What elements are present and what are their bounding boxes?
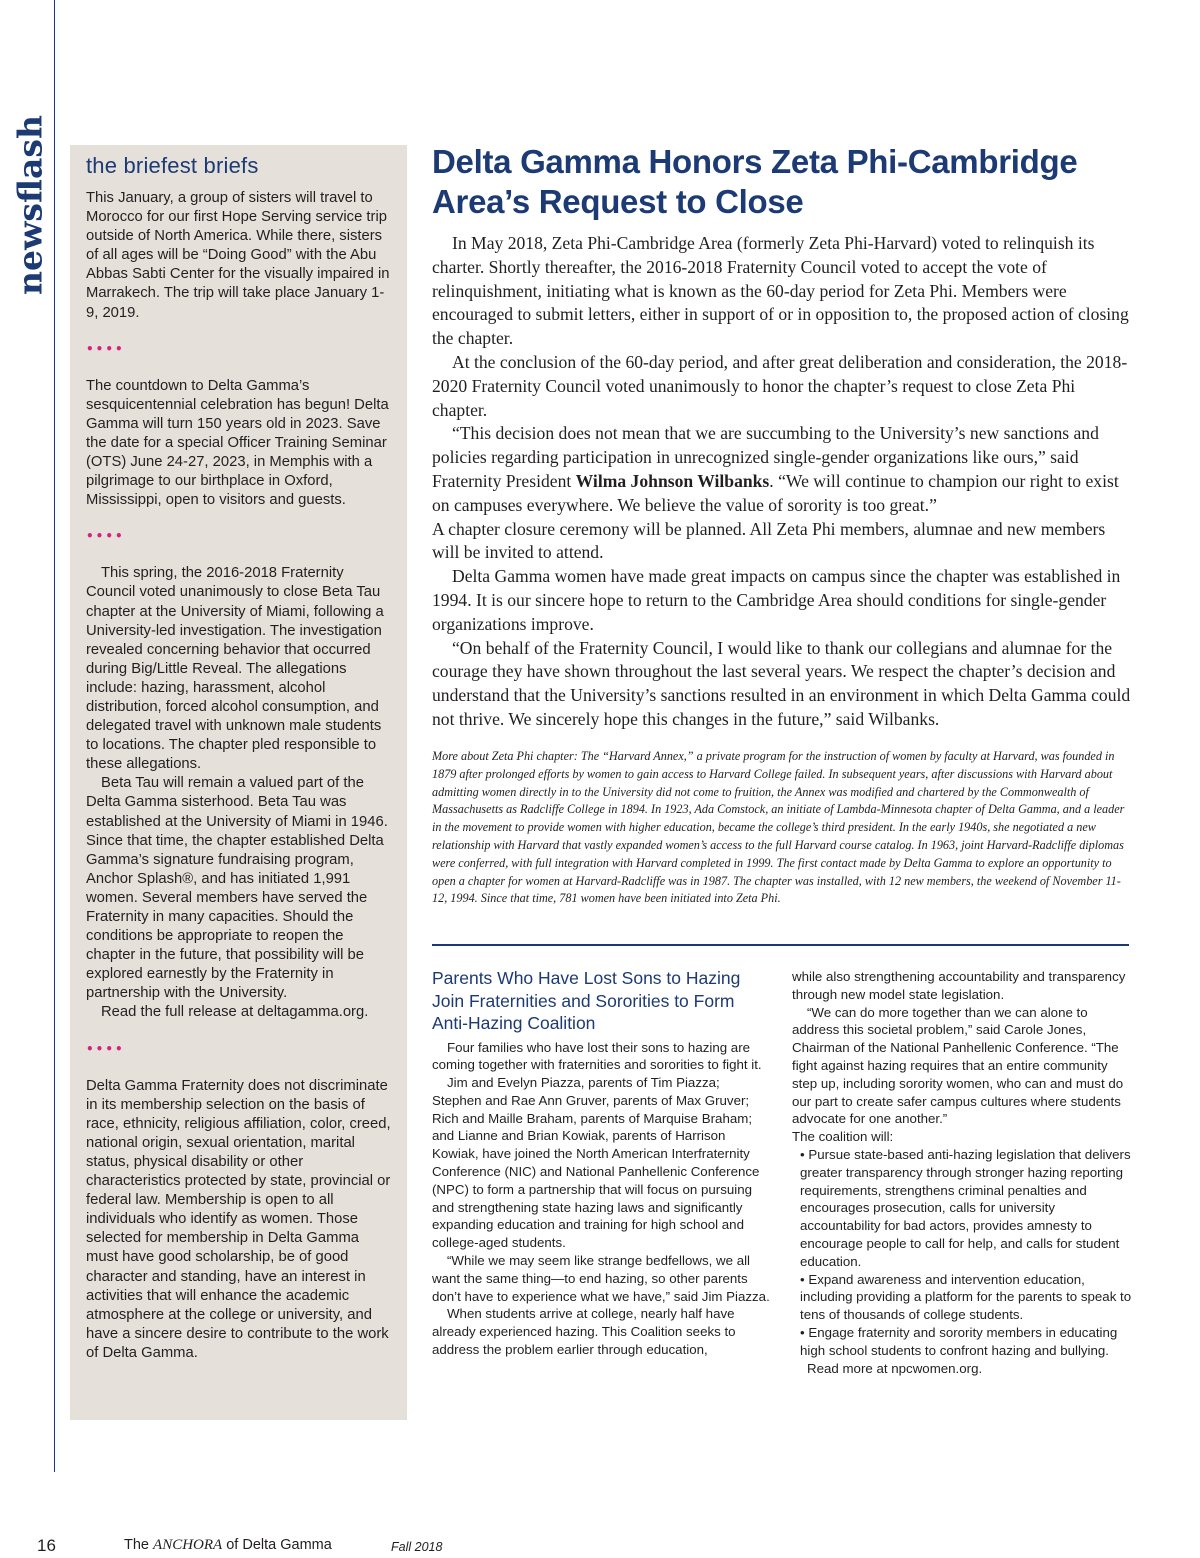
brief-nondiscrimination: Delta Gamma Fraternity does not discriminate in its membership selection on the basis of race, ethnicity, religious affiliation, color, creed, national origin, sexual orientation, marital status, physical disability or other characteristics protected by state, provincial or federal law. Membership is open to all individuals who identify as women. Those selected for membership in Delta Gamma must have good scholarship, be of good character and standing, have an interest in activities that will enhance the academic atmosphere at the college or university, and have a sincere desire to contribute to the work of Delta Gamma.	[86, 1077, 391, 1361]
hazing-article-column-2	[792, 968, 1132, 1377]
brief-morocco-trip: This January, a group of sisters will travel to Morocco for our first Hope Serving service trip outside of North America. While there, sisters of all ages will be “Doing Good” with the Abu Abbas Sabti Center for the visually impaired in Marrakech. The trip will take place January 1-9, 2019.	[86, 190, 390, 321]
hazing-article-column-1	[432, 967, 772, 1359]
brief-divider: ••••	[86, 341, 125, 356]
hazing-paragraph: When students arrive at college, nearly half have already experienced hazing. This Coalition seeks to address the problem earlier through education,	[432, 1306, 736, 1358]
brief-sesquicentennial: The countdown to Delta Gamma’s sesquicentennial celebration has begun! Delta Gamma will turn 150 years old in 2023. Save the date for a special Officer Training Seminar (OTS) June 24-27, 2023, in Memphis with a pilgrimage to our birthplace in Oxford, Mississippi, open to visitors and guests.	[86, 377, 389, 509]
history-note: More about Zeta Phi chapter: The “Harvard Annex,” a private program for the instruction of women by faculty at Harvard, was founded in 1879 after prolonged efforts by women to gain access to Harvard College failed. In subsequent years, after discussions with Harvard about admitting women directly in to the University did not come to fruition, the Annex was modified and chartered by the Commonwealth of Massachusetts as Radcliffe College in 1894. In 1923, Ada Comstock, an initiate of Lambda-Minnesota chapter of Delta Gamma, and a leader in the movement to provide women with higher education, became the college’s third president. In the early 1940s, she negotiated a new relationship with Harvard that vastly expanded women’s access to the full Harvard course catalog. In 1963, joint Harvard-Radcliffe diplomas were conferred, with full integration with Harvard completed in 1999. The first contact made by Delta Gamma to explore an opportunity to open a chapter for women at Harvard-Radcliffe was in 1987. The chapter was installed, with 12 new members, the weekend of November 11-12, 1994. Since that time, 781 women have been initiated into Zeta Phi.	[432, 749, 1125, 906]
brief-divider: ••••	[86, 1041, 125, 1056]
section-divider	[432, 944, 1129, 946]
pub-suffix: of Delta Gamma	[226, 1537, 332, 1553]
section-label: newsflash	[10, 115, 50, 295]
hazing-read-more: Read more at npcwomen.org.	[807, 1360, 983, 1376]
hazing-paragraph: “We can do more together than we can alone to address this societal problem,” said Carole Jones, Chairman of the National Panhellenic Conference. “The fight against hazing requires that an entire community step up, including sorority women, who can and must do our part to create safer campus cultures where students advocate for one another.”	[792, 1004, 1124, 1127]
hazing-paragraph: while also strengthening accountability and transparency through new model state legislation.	[792, 969, 1126, 1002]
pub-title: ANCHORA	[153, 1537, 223, 1553]
section-tag	[10, 115, 50, 295]
article-headline: Delta Gamma Honors Zeta Phi-Cambridge Area’s Request to Close	[432, 143, 1078, 220]
brief-divider: ••••	[86, 529, 125, 544]
article-paragraph: At the conclusion of the 60-day period, and after great deliberation and consideration, the 2018-2020 Fraternity Council voted unanimously to honor the chapter’s request to close Zeta Phi chapter.	[432, 351, 1128, 420]
left-margin-rule	[54, 0, 55, 1472]
hazing-paragraph: “While we may seem like strange bedfellows, we all want the same thing—to end hazing, so other parents don’t have to experience what we have,” said Jim Piazza.	[432, 1253, 770, 1304]
brief-beta-tau-closure: This spring, the 2016-2018 Fraternity Council voted unanimously to close Beta Tau chapter at the University of Miami, following a University-led investigation. The investigation revealed concerning behavior that occurred during Big/Little Reveal. The allegations include: hazing, harassment, alcohol distribution, forced alcohol consumption, and delegated travel with unknown male students to locations. The chapter pled responsible to these allegations.	[86, 565, 384, 773]
page-number: 16	[37, 1536, 56, 1555]
article-body	[432, 232, 1132, 732]
article-paragraph-quote	[432, 422, 1132, 517]
hazing-paragraph: The coalition will:	[792, 1129, 894, 1145]
brief-beta-tau-history: Beta Tau will remain a valued part of the Delta Gamma sisterhood. Beta Tau was established at the University of Miami in 1946. Since that time, the chapter established Delta Gamma’s signature fundraising program, Anchor Splash®, and has initiated 1,991 women. Several members have served the Fraternity in many capacities. Should the conditions be appropriate to reopen the chapter in the future, that possibility will be explored earnestly by the Fraternity in partnership with the University.	[86, 775, 388, 1002]
president-name: Wilma Johnson Wilbanks	[575, 470, 770, 491]
coalition-bullet: • Engage fraternity and sorority members in educating high school students to confront hazing and bullying.	[800, 1324, 1118, 1358]
sidebar-title: the briefest briefs	[86, 153, 259, 178]
quote-text: “This decision does not mean that we are succumbing to the University’s new sanctions and policies regarding participation in unrecognized single-gender organizations like ours,” said Fraternity President	[432, 423, 1099, 491]
issue-date: Fall 2018	[391, 1540, 443, 1554]
hazing-paragraph: Jim and Evelyn Piazza, parents of Tim Piazza; Stephen and Rae Ann Gruver, parents of Max Gruver; Rich and Maille Braham, parents of Marquise Braham; and Lianne and Brian Kowiak, parents of Harrison Kowiak, have joined the North American Interfraternity Conference (NIC) and National Panhellenic Conference (NPC) to form a partnership that will focus on pursuing and strengthening state hazing laws and significantly expanding education and training for high school and college-aged students.	[432, 1075, 760, 1251]
briefs-sidebar	[70, 145, 407, 1420]
coalition-bullet: • Expand awareness and intervention education, including providing a platform for the parents to speak to tens of thousands of college students.	[800, 1271, 1132, 1323]
article-paragraph: “On behalf of the Fraternity Council, I would like to thank our collegians and alumnae for the courage they have shown throughout the last several years. We respect the chapter’s decision and understand that the University’s sanctions resulted in an environment in which Delta Gamma could not thrive. We sincerely hope this changes in the future,” said Wilbanks.	[432, 637, 1131, 729]
coalition-bullet: • Pursue state-based anti-hazing legislation that delivers greater transparency through stronger hazing reporting requirements, strengthens criminal penalties and encourages prosecution, calls for university accountability for bad actors, provides amnesty to encourage people to call for help, and calls for student education.	[800, 1146, 1131, 1269]
publication-name	[124, 1537, 332, 1554]
article-paragraph: Delta Gamma women have made great impacts on campus since the chapter was established in 1994. It is our sincere hope to return to the Cambridge Area should conditions for single-gender organizations improve.	[432, 566, 1121, 634]
hazing-article-title: Parents Who Have Lost Sons to Hazing Join Fraternities and Sororities to Form Anti-Hazing Coalition	[432, 968, 741, 1033]
brief-read-more: Read the full release at deltagamma.org.	[101, 1004, 369, 1021]
hazing-paragraph: Four families who have lost their sons to hazing are coming together with fraternities and sororities to fight it.	[432, 1039, 762, 1073]
article-paragraph: In May 2018, Zeta Phi-Cambridge Area (formerly Zeta Phi-Harvard) voted to relinquish its charter. Shortly thereafter, the 2016-2018 Fraternity Council voted to accept the vote of relinquishment, initiating what is known as the 60-day period for Zeta Phi. Members were encouraged to submit letters, either in support of or in opposition to, the proposed action of closing the chapter.	[432, 233, 1129, 349]
article-paragraph: A chapter closure ceremony will be planned. All Zeta Phi members, alumnae and new members will be invited to attend.	[432, 518, 1106, 563]
pub-prefix: The	[124, 1537, 149, 1553]
quote-text-end: . “We will continue to champion our right to exist on campuses everywhere. We believe the value of sorority is too great.”	[432, 470, 1119, 515]
